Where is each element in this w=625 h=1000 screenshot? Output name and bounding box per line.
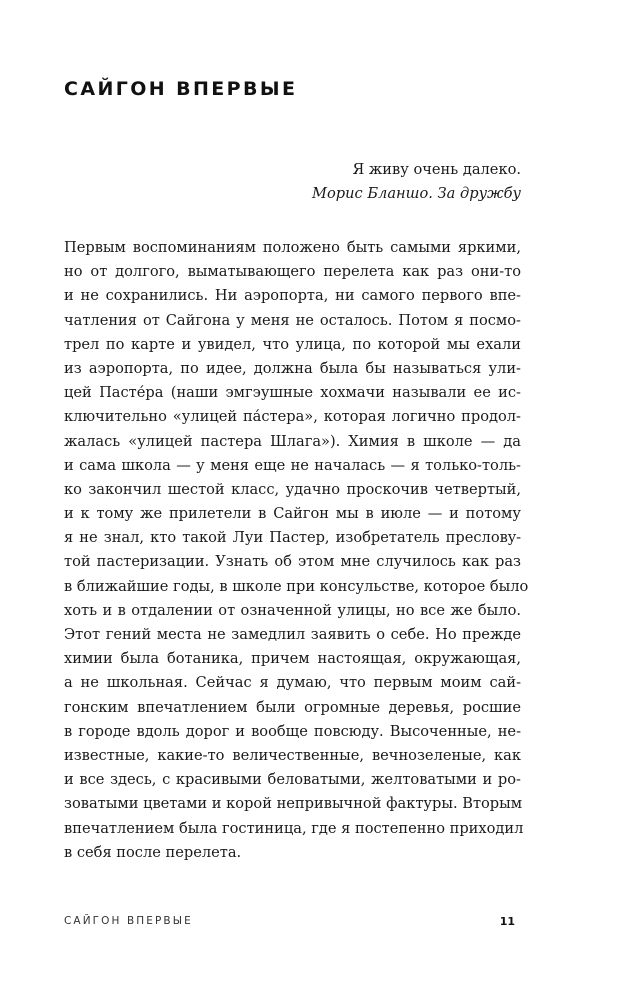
text-line: зоватыми цветами и корой непривычной фактуры. Вторым [64,795,523,813]
epigraph [312,158,521,206]
text-line: хоть и в отдалении от означенной улицы, но все же было. [64,601,521,619]
text-line: химии была ботаника, причем настоящая, окружающая, [64,650,521,668]
text-line: Этот гений места не замедлил заявить о себе. Но прежде [64,626,521,643]
text-line: чатления от Сайгона у меня не осталось. Потом я посмо- [64,311,521,329]
chapter-title: САЙГОН ВПЕРВЫЕ [64,78,298,100]
text-line: и к тому же прилетели в Сайгон мы в июле — и потому [64,505,521,523]
text-line: жалась «улицей пастера Шлага»). Химия в школе — да [64,432,521,450]
text-line: известные, какие-то величественные, вечнозеленые, как [64,746,521,764]
text-line: Первым воспоминаниям положено быть самыми яркими, [64,239,521,256]
text-line: а не школьная. Сейчас я думаю, что первым моим сай- [64,674,521,692]
text-line: в ближайшие годы, в школе при консульстве, которое было [64,577,529,595]
text-line: в городе вдоль дорог и вообще повсюду. Высоченные, не- [64,722,521,740]
text-line-last: в себя после перелета. [64,843,242,861]
text-line: и все здесь, с красивыми беловатыми, желтоватыми и ро- [64,771,521,789]
epigraph-quote: Я живу очень далеко. [352,161,521,178]
text-line: цей Пасте́ра (наши эмгэушные хохмачи называли ее ис- [64,384,521,402]
text-line: впечатлением была гостиница, где я постепенно приходил [64,819,524,837]
text-line: и сама школа — у меня еще не началась — я только-толь- [64,456,521,474]
epigraph-source: Морис Бланшо. За дружбу [312,185,521,202]
running-footer: САЙГОН ВПЕРВЫЕ [64,915,193,927]
text-line: ко закончил шестой класс, удачно проскочив четвертый, [64,480,521,498]
text-line: гонским впечатлением были огромные деревья, росшие [64,698,521,716]
text-line: и не сохранились. Ни аэропорта, ни самого первого впе- [64,287,521,305]
text-line: я не знал, кто такой Луи Пастер, изобретатель пресловy- [64,529,521,547]
text-line: той пастеризации. Узнать об этом мне случилось как раз [64,553,521,571]
text-line: но от долгого, выматывающего перелета как раз они-то [64,263,521,281]
body-text [64,236,529,865]
text-line: трел по карте и увидел, что улица, по которой мы ехали [64,335,521,353]
text-line: из аэропорта, по идее, должна была бы называться ули- [64,359,521,377]
text-line: ключительно «улицей па́стера», которая логично продол- [64,408,521,426]
page-number: 11 [499,915,515,928]
